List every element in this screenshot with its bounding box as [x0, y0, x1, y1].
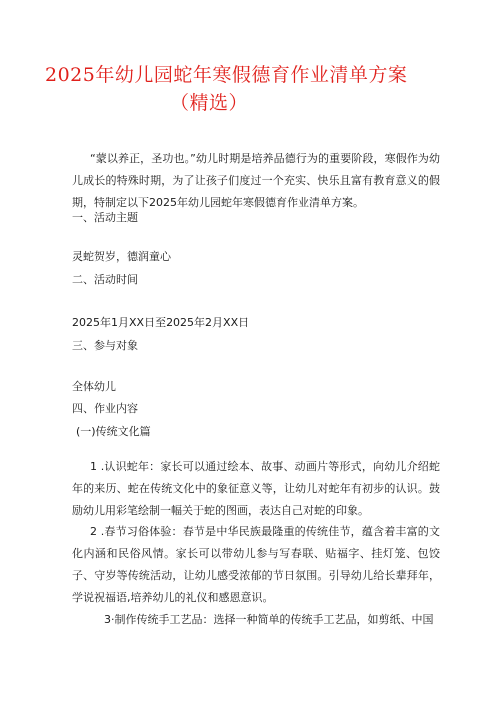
- section-body-theme: 灵蛇贺岁，德润童心: [72, 250, 171, 263]
- section-heading-participants: 三、参与对象: [72, 339, 138, 352]
- list-item-spring-festival: 2 .春节习俗体验：春节是中华民族最隆重的传统佳节，蕴含着丰富的文化内涵和民俗风情。家长可以带幼儿参与写春联、贴福字、挂灯笼、包饺子、守岁等传统活动，让幼儿感受浓郁的节日氛围。引导幼儿给长辈拜年，学说祝福语,培养幼儿的礼仪和感恩意识。: [72, 525, 440, 604]
- section-heading-theme: 一、活动主题: [72, 211, 138, 224]
- section-body-time: 2025年1月XX日至2025年2月XX日: [72, 316, 250, 329]
- list-item-zodiac: 1 .认识蛇年：家长可以通过绘本、故事、动画片等形式，向幼儿介绍蛇年的来历、蛇在传统文化中的象征意义等，让幼儿对蛇年有初步的认识。鼓励幼儿用彩笔绘制一幅关于蛇的图画，表达自己对蛇的印象。: [72, 460, 440, 517]
- document-title: 2025年幼儿园蛇年寒假德育作业清单方案: [45, 64, 408, 86]
- subsection-heading-traditional-culture: (一)传统文化篇: [76, 425, 151, 438]
- section-heading-content: 四、作业内容: [72, 402, 138, 415]
- intro-paragraph: “蒙以养正，圣功也。”幼儿时期是培养品德行为的重要阶段，寒假作为幼儿成长的特殊时期，为了让孩子们度过一个充实、快乐且富有教育意义的假期，特制定以下2025年幼儿园蛇年寒假德育作业清单方案。: [72, 152, 440, 209]
- list-item-handicraft: 3·制作传统手工艺品：选择一种简单的传统手工艺品，如剪纸、中国: [104, 613, 434, 626]
- section-body-participants: 全体幼儿: [72, 380, 116, 393]
- document-title-suffix: （精选）: [170, 92, 249, 114]
- section-heading-time: 二、活动时间: [72, 273, 138, 286]
